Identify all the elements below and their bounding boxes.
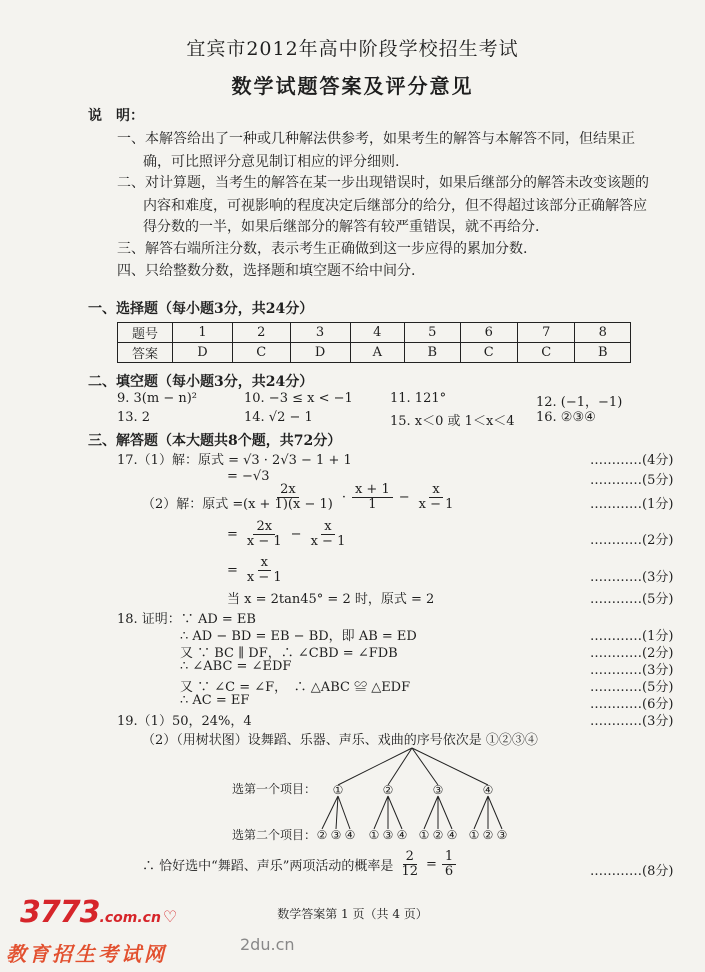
q19-part1: 19.（1）50，24%，4 — [117, 714, 252, 729]
score-mark: …………(8分) — [590, 864, 674, 879]
numerator: x — [429, 483, 442, 498]
score-mark: …………(5分) — [590, 592, 674, 607]
tree-node: ① — [332, 783, 344, 797]
fill-answer: 12. (−1，−1) — [536, 395, 623, 410]
table-header-row — [118, 323, 631, 343]
score-mark: …………(2分) — [590, 646, 674, 661]
fill-answer: 15. x＜0 或 1＜x＜4 — [390, 414, 515, 429]
fill-answer: 16. ②③④ — [536, 410, 596, 425]
note-line: 一、本解答给出了一种或几种解法供参考，如果考生的解答与本解答不同，但结果正 — [117, 131, 635, 147]
equals-sign: = — [227, 527, 238, 543]
note-line: 确，可比照评分意见制订相应的评分细则. — [143, 154, 400, 170]
tree-node: ③ — [432, 783, 444, 797]
denominator: 6 — [444, 864, 454, 880]
score-mark: …………(3分) — [590, 570, 674, 585]
page-footer: 数学答案第 1 页（共 4 页） — [277, 907, 428, 921]
score-mark: …………(6分) — [590, 697, 674, 712]
q18-line: 又 ∵ BC ∥ DF，∴ ∠CBD = ∠FDB — [180, 646, 398, 661]
tree-leaf: ③ — [496, 828, 508, 842]
table-answer-label: 答案 — [118, 343, 173, 363]
equals-sign: = — [425, 857, 437, 873]
exam-title: 宜宾市2012年高中阶段学校招生考试 — [186, 38, 519, 60]
site-logo — [20, 895, 177, 930]
denominator: (x + 1)(x − 1) — [243, 497, 333, 513]
note-line: 得分数的一半，如果后继部分的解答有较严重错误，就不再给分. — [143, 219, 540, 235]
table-cell: D — [290, 343, 350, 363]
tree-leaf: ① — [368, 828, 380, 842]
score-mark: …………(2分) — [590, 533, 674, 548]
tree-leaf: ② — [316, 828, 328, 842]
q18-line: 又 ∵ ∠C = ∠F， ∴ △ABC ≌ △EDF — [180, 680, 411, 695]
table-cell: 6 — [460, 323, 517, 343]
table-cell: B — [405, 343, 460, 363]
q18-line: ∴ AD − BD = EB − BD，即 AB = ED — [180, 629, 417, 644]
table-cell: 5 — [405, 323, 460, 343]
fraction — [240, 483, 336, 513]
tree-level1-label: 选第一个项目： — [232, 782, 317, 796]
tree-leaf: ④ — [344, 828, 356, 842]
denominator: x − 1 — [246, 570, 282, 586]
tree-edges — [322, 748, 502, 829]
table-cell: 1 — [173, 323, 233, 343]
q18-line: ∴ ∠ABC = ∠EDF — [180, 659, 292, 674]
q19-part2-intro: （2）（用树状图）设舞蹈、乐器、声乐、戏曲的序号依次是 ①②③④ — [142, 733, 538, 748]
q18-line: ∴ AC = EF — [180, 693, 250, 708]
table-cell: 4 — [350, 323, 405, 343]
fill-answer: 13. 2 — [117, 410, 151, 425]
fraction — [398, 850, 421, 880]
logo-slogan: 教育招生考试网 — [6, 942, 167, 966]
choice-answer-table — [117, 322, 631, 363]
q17-part2-step3 — [227, 556, 285, 586]
fraction — [416, 483, 457, 513]
fraction — [352, 483, 393, 513]
watermark-url: 2du.cn — [240, 935, 295, 954]
minus-sign: − — [398, 490, 410, 506]
section-solve-title: 三、解答题（本大题共8个题，共72分） — [88, 433, 342, 449]
note-line: 四、只给整数分数，选择题和填空题不给中间分. — [117, 263, 416, 279]
tree-node: ④ — [482, 783, 494, 797]
tree-leaf: ② — [432, 828, 444, 842]
section-choice-title: 一、选择题（每小题3分，共24分） — [88, 301, 314, 317]
note-line: 二、对计算题，当考生的解答在某一步出现错误时，如果后继部分的解答未改变该题的 — [117, 175, 649, 191]
score-mark: …………(3分) — [590, 663, 674, 678]
score-mark: …………(1分) — [590, 497, 674, 512]
notes-label: 说 明： — [88, 108, 144, 124]
fraction — [442, 850, 456, 880]
numerator: 1 — [442, 850, 456, 865]
score-mark: …………(3分) — [590, 714, 674, 729]
numerator: 2x — [277, 483, 299, 498]
q19-conclusion — [142, 850, 456, 880]
q17-part2-final: 当 x = 2tan45° = 2 时，原式 = 2 — [227, 592, 435, 607]
numerator: 2 — [403, 850, 417, 865]
tree-level2-label: 选第二个项目： — [232, 828, 317, 842]
table-cell: 2 — [233, 323, 290, 343]
table-cell: C — [233, 343, 290, 363]
tree-diagram — [0, 740, 705, 845]
numerator: x — [321, 520, 334, 535]
tree-leaf: ④ — [396, 828, 408, 842]
table-cell: C — [518, 343, 575, 363]
q18-line: 18. 证明：∵ AD = EB — [117, 612, 256, 627]
answer-sheet-title: 数学试题答案及评分意见 — [231, 74, 474, 98]
fraction — [244, 520, 285, 550]
times-sign: · — [341, 490, 346, 506]
table-cell: C — [460, 343, 517, 363]
score-mark: …………(5分) — [590, 680, 674, 695]
score-mark: …………(1分) — [590, 629, 674, 644]
table-cell: 3 — [290, 323, 350, 343]
numerator: x — [258, 556, 271, 571]
heart-icon: ♡ — [162, 907, 178, 926]
logo-domain: .com.cn — [99, 910, 161, 926]
fraction — [244, 556, 285, 586]
q17-part2-step2 — [227, 520, 348, 550]
denominator: 1 — [368, 497, 377, 513]
table-row — [118, 343, 631, 363]
conclusion-text: ∴ 恰好选中“舞蹈、声乐”两项活动的概率是 — [142, 859, 394, 875]
tree-leaf: ④ — [446, 828, 458, 842]
q17-part2-prefix: （2）解：原式 = — [142, 497, 244, 512]
fraction — [308, 520, 349, 550]
tree-leaf: ② — [482, 828, 494, 842]
table-cell: 8 — [575, 323, 631, 343]
table-cell: 7 — [518, 323, 575, 343]
table-cell: B — [575, 343, 631, 363]
score-mark: …………(4分) — [590, 453, 674, 468]
minus-sign: − — [290, 527, 302, 543]
denominator: x − 1 — [310, 534, 346, 550]
tree-leaf: ③ — [330, 828, 342, 842]
numerator: 2x — [253, 520, 275, 535]
fill-answer: 9. 3(m − n)² — [117, 391, 198, 406]
tree-leaf: ③ — [382, 828, 394, 842]
table-cell: D — [173, 343, 233, 363]
denominator: x − 1 — [418, 497, 454, 513]
note-line: 内容和难度，可视影响的程度决定后继部分的给分，但不得超过该部分正确解答应 — [143, 198, 647, 214]
note-line: 三、解答右端所注分数，表示考生正确做到这一步应得的累加分数. — [117, 241, 528, 257]
table-cell: A — [350, 343, 405, 363]
score-mark: …………(5分) — [590, 473, 674, 488]
equals-sign: = — [227, 563, 238, 579]
fill-answer: 10. −3 ≤ x < −1 — [244, 391, 353, 406]
numerator: x + 1 — [352, 483, 393, 498]
tree-leaf: ① — [418, 828, 430, 842]
fill-answer: 14. √2 − 1 — [244, 410, 313, 425]
denominator: x − 1 — [246, 534, 282, 550]
table-header-label: 题号 — [118, 323, 173, 343]
q17-part1-result: = −√3 — [227, 469, 270, 484]
tree-leaf: ① — [468, 828, 480, 842]
fill-answer: 11. 121° — [390, 391, 447, 406]
denominator: 12 — [401, 864, 418, 880]
logo-number: 3773 — [20, 895, 100, 930]
section-fill-title: 二、填空题（每小题3分，共24分） — [88, 374, 314, 390]
tree-node: ② — [382, 783, 394, 797]
q17-part1-line: 17.（1）解：原式 = √3 · 2√3 − 1 + 1 — [117, 453, 352, 468]
q17-part2-expression — [240, 483, 456, 513]
